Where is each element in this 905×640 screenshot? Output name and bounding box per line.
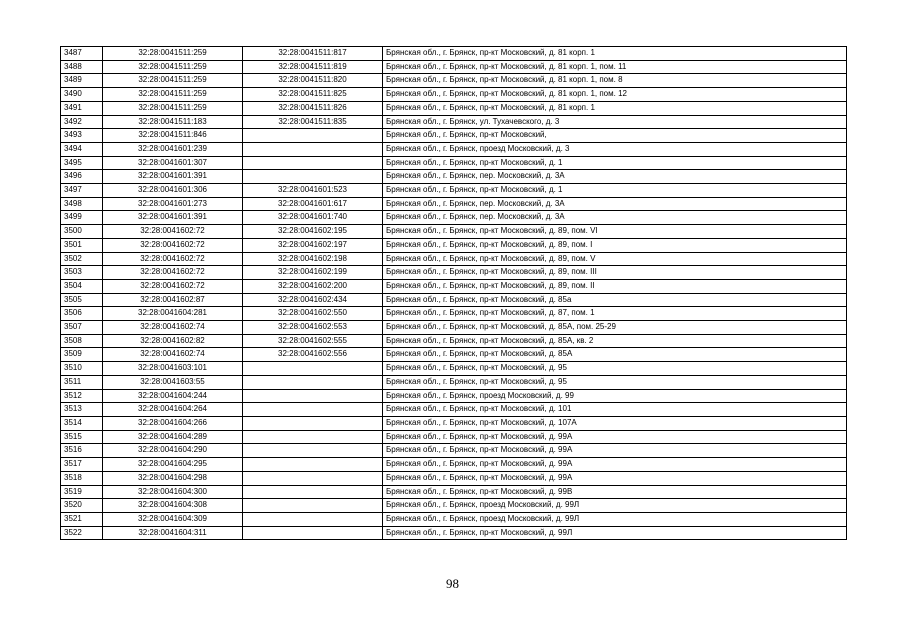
row-number-cell: 3492	[61, 115, 103, 129]
object-number-cell	[243, 526, 383, 540]
object-number-cell	[243, 458, 383, 472]
cadastral-number-cell: 32:28:0041511:183	[103, 115, 243, 129]
row-number-cell: 3512	[61, 389, 103, 403]
table-row	[61, 225, 847, 239]
cadastral-number-cell: 32:28:0041601:273	[103, 197, 243, 211]
object-number-cell: 32:28:0041511:835	[243, 115, 383, 129]
table-row	[61, 293, 847, 307]
object-number-cell	[243, 129, 383, 143]
address-cell: Брянская обл., г. Брянск, пр-кт Московский, д. 81 корп. 1, пом. 12	[383, 88, 847, 102]
object-number-cell: 32:28:0041511:819	[243, 60, 383, 74]
row-number-cell: 3507	[61, 321, 103, 335]
table-row	[61, 362, 847, 376]
object-number-cell: 32:28:0041602:555	[243, 334, 383, 348]
object-number-cell	[243, 499, 383, 513]
object-number-cell: 32:28:0041602:200	[243, 279, 383, 293]
row-number-cell: 3487	[61, 47, 103, 61]
table-row	[61, 74, 847, 88]
cadastral-number-cell: 32:28:0041602:72	[103, 266, 243, 280]
registry-table	[60, 46, 847, 540]
object-number-cell	[243, 444, 383, 458]
cadastral-number-cell: 32:28:0041511:259	[103, 74, 243, 88]
address-cell: Брянская обл., г. Брянск, пр-кт Московский, д. 81 корп. 1, пом. 11	[383, 60, 847, 74]
object-number-cell: 32:28:0041511:820	[243, 74, 383, 88]
address-cell: Брянская обл., г. Брянск, пр-кт Московский, д. 85а	[383, 293, 847, 307]
table-row	[61, 88, 847, 102]
cadastral-number-cell: 32:28:0041601:391	[103, 170, 243, 184]
object-number-cell: 32:28:0041602:550	[243, 307, 383, 321]
row-number-cell: 3516	[61, 444, 103, 458]
table-row	[61, 321, 847, 335]
object-number-cell: 32:28:0041602:197	[243, 238, 383, 252]
cadastral-number-cell: 32:28:0041603:101	[103, 362, 243, 376]
cadastral-number-cell: 32:28:0041604:244	[103, 389, 243, 403]
cadastral-number-cell: 32:28:0041601:307	[103, 156, 243, 170]
table-row	[61, 389, 847, 403]
object-number-cell	[243, 403, 383, 417]
table-row	[61, 156, 847, 170]
cadastral-number-cell: 32:28:0041511:259	[103, 60, 243, 74]
object-number-cell	[243, 430, 383, 444]
row-number-cell: 3522	[61, 526, 103, 540]
row-number-cell: 3517	[61, 458, 103, 472]
cadastral-number-cell: 32:28:0041511:259	[103, 88, 243, 102]
row-number-cell: 3509	[61, 348, 103, 362]
object-number-cell	[243, 375, 383, 389]
row-number-cell: 3519	[61, 485, 103, 499]
object-number-cell: 32:28:0041602:199	[243, 266, 383, 280]
address-cell: Брянская обл., г. Брянск, проезд Московский, д. 99Л	[383, 499, 847, 513]
table-row	[61, 279, 847, 293]
object-number-cell	[243, 512, 383, 526]
table-row	[61, 129, 847, 143]
row-number-cell: 3506	[61, 307, 103, 321]
cadastral-number-cell: 32:28:0041601:306	[103, 184, 243, 198]
cadastral-number-cell: 32:28:0041604:289	[103, 430, 243, 444]
address-cell: Брянская обл., г. Брянск, проезд Московский, д. 3	[383, 142, 847, 156]
cadastral-number-cell: 32:28:0041602:74	[103, 348, 243, 362]
object-number-cell	[243, 416, 383, 430]
row-number-cell: 3500	[61, 225, 103, 239]
address-cell: Брянская обл., г. Брянск, пр-кт Московский, д. 99А	[383, 471, 847, 485]
cadastral-number-cell: 32:28:0041604:290	[103, 444, 243, 458]
object-number-cell: 32:28:0041601:740	[243, 211, 383, 225]
row-number-cell: 3489	[61, 74, 103, 88]
address-cell: Брянская обл., г. Брянск, пер. Московский, д. 3А	[383, 170, 847, 184]
address-cell: Брянская обл., г. Брянск, пр-кт Московский, д. 99А	[383, 458, 847, 472]
cadastral-number-cell: 32:28:0041604:295	[103, 458, 243, 472]
table-row	[61, 252, 847, 266]
address-cell: Брянская обл., г. Брянск, пр-кт Московский, д. 1	[383, 184, 847, 198]
cadastral-number-cell: 32:28:0041604:309	[103, 512, 243, 526]
registry-table-body	[61, 47, 847, 540]
address-cell: Брянская обл., г. Брянск, пр-кт Московский, д. 95	[383, 362, 847, 376]
row-number-cell: 3508	[61, 334, 103, 348]
cadastral-number-cell: 32:28:0041604:311	[103, 526, 243, 540]
cadastral-number-cell: 32:28:0041602:72	[103, 238, 243, 252]
object-number-cell: 32:28:0041602:434	[243, 293, 383, 307]
address-cell: Брянская обл., г. Брянск, пр-кт Московский, д. 81 корп. 1	[383, 47, 847, 61]
table-row	[61, 430, 847, 444]
object-number-cell: 32:28:0041511:826	[243, 101, 383, 115]
table-row	[61, 307, 847, 321]
table-row	[61, 115, 847, 129]
address-cell: Брянская обл., г. Брянск, пр-кт Московский, д. 89, пом. II	[383, 279, 847, 293]
cadastral-number-cell: 32:28:0041511:846	[103, 129, 243, 143]
cadastral-number-cell: 32:28:0041602:72	[103, 252, 243, 266]
row-number-cell: 3521	[61, 512, 103, 526]
cadastral-number-cell: 32:28:0041604:266	[103, 416, 243, 430]
cadastral-number-cell: 32:28:0041604:298	[103, 471, 243, 485]
address-cell: Брянская обл., г. Брянск, пр-кт Московский, д. 85А, кв. 2	[383, 334, 847, 348]
object-number-cell: 32:28:0041601:617	[243, 197, 383, 211]
table-row	[61, 471, 847, 485]
cadastral-number-cell: 32:28:0041511:259	[103, 47, 243, 61]
object-number-cell: 32:28:0041511:817	[243, 47, 383, 61]
table-row	[61, 266, 847, 280]
row-number-cell: 3503	[61, 266, 103, 280]
object-number-cell	[243, 389, 383, 403]
address-cell: Брянская обл., г. Брянск, пр-кт Московский, д. 99А	[383, 444, 847, 458]
row-number-cell: 3494	[61, 142, 103, 156]
row-number-cell: 3495	[61, 156, 103, 170]
table-row	[61, 526, 847, 540]
row-number-cell: 3491	[61, 101, 103, 115]
address-cell: Брянская обл., г. Брянск, пр-кт Московский, д. 107А	[383, 416, 847, 430]
cadastral-number-cell: 32:28:0041511:259	[103, 101, 243, 115]
cadastral-number-cell: 32:28:0041604:264	[103, 403, 243, 417]
table-row	[61, 142, 847, 156]
cadastral-number-cell: 32:28:0041603:55	[103, 375, 243, 389]
object-number-cell	[243, 362, 383, 376]
table-row	[61, 238, 847, 252]
cadastral-number-cell: 32:28:0041604:300	[103, 485, 243, 499]
address-cell: Брянская обл., г. Брянск, пр-кт Московский, д. 81 корп. 1	[383, 101, 847, 115]
object-number-cell	[243, 142, 383, 156]
row-number-cell: 3501	[61, 238, 103, 252]
address-cell: Брянская обл., г. Брянск, пер. Московский, д. 3А	[383, 211, 847, 225]
table-row	[61, 170, 847, 184]
address-cell: Брянская обл., г. Брянск, пер. Московский, д. 3А	[383, 197, 847, 211]
address-cell: Брянская обл., г. Брянск, проезд Московский, д. 99Л	[383, 512, 847, 526]
object-number-cell: 32:28:0041602:553	[243, 321, 383, 335]
address-cell: Брянская обл., г. Брянск, пр-кт Московский, д. 101	[383, 403, 847, 417]
row-number-cell: 3497	[61, 184, 103, 198]
cadastral-number-cell: 32:28:0041602:72	[103, 225, 243, 239]
object-number-cell	[243, 485, 383, 499]
table-row	[61, 197, 847, 211]
cadastral-number-cell: 32:28:0041604:281	[103, 307, 243, 321]
cadastral-number-cell: 32:28:0041604:308	[103, 499, 243, 513]
cadastral-number-cell: 32:28:0041602:87	[103, 293, 243, 307]
table-row	[61, 485, 847, 499]
row-number-cell: 3513	[61, 403, 103, 417]
cadastral-number-cell: 32:28:0041602:72	[103, 279, 243, 293]
object-number-cell: 32:28:0041511:825	[243, 88, 383, 102]
address-cell: Брянская обл., г. Брянск, пр-кт Московский, д. 99Л	[383, 526, 847, 540]
row-number-cell: 3493	[61, 129, 103, 143]
table-row	[61, 444, 847, 458]
address-cell: Брянская обл., г. Брянск, пр-кт Московский, д. 89, пом. VI	[383, 225, 847, 239]
row-number-cell: 3514	[61, 416, 103, 430]
object-number-cell	[243, 156, 383, 170]
table-row	[61, 375, 847, 389]
row-number-cell: 3490	[61, 88, 103, 102]
address-cell: Брянская обл., г. Брянск, пр-кт Московский, д. 95	[383, 375, 847, 389]
table-row	[61, 458, 847, 472]
object-number-cell: 32:28:0041602:198	[243, 252, 383, 266]
object-number-cell: 32:28:0041601:523	[243, 184, 383, 198]
address-cell: Брянская обл., г. Брянск, пр-кт Московский, д. 99В	[383, 485, 847, 499]
row-number-cell: 3504	[61, 279, 103, 293]
cadastral-number-cell: 32:28:0041601:239	[103, 142, 243, 156]
table-row	[61, 348, 847, 362]
address-cell: Брянская обл., г. Брянск, пр-кт Московский,	[383, 129, 847, 143]
table-row	[61, 499, 847, 513]
row-number-cell: 3502	[61, 252, 103, 266]
row-number-cell: 3496	[61, 170, 103, 184]
row-number-cell: 3488	[61, 60, 103, 74]
object-number-cell: 32:28:0041602:556	[243, 348, 383, 362]
cadastral-number-cell: 32:28:0041601:391	[103, 211, 243, 225]
address-cell: Брянская обл., г. Брянск, пр-кт Московский, д. 89, пом. III	[383, 266, 847, 280]
address-cell: Брянская обл., г. Брянск, проезд Московский, д. 99	[383, 389, 847, 403]
object-number-cell: 32:28:0041602:195	[243, 225, 383, 239]
row-number-cell: 3499	[61, 211, 103, 225]
table-row	[61, 334, 847, 348]
row-number-cell: 3515	[61, 430, 103, 444]
row-number-cell: 3511	[61, 375, 103, 389]
table-row	[61, 512, 847, 526]
row-number-cell: 3518	[61, 471, 103, 485]
table-row	[61, 101, 847, 115]
address-cell: Брянская обл., г. Брянск, пр-кт Московский, д. 1	[383, 156, 847, 170]
table-row	[61, 60, 847, 74]
address-cell: Брянская обл., г. Брянск, пр-кт Московский, д. 85А	[383, 348, 847, 362]
table-row	[61, 403, 847, 417]
row-number-cell: 3510	[61, 362, 103, 376]
address-cell: Брянская обл., г. Брянск, ул. Тухачевского, д. 3	[383, 115, 847, 129]
table-row	[61, 211, 847, 225]
address-cell: Брянская обл., г. Брянск, пр-кт Московский, д. 89, пом. V	[383, 252, 847, 266]
address-cell: Брянская обл., г. Брянск, пр-кт Московский, д. 89, пом. I	[383, 238, 847, 252]
object-number-cell	[243, 170, 383, 184]
row-number-cell: 3520	[61, 499, 103, 513]
address-cell: Брянская обл., г. Брянск, пр-кт Московский, д. 85А, пом. 25-29	[383, 321, 847, 335]
address-cell: Брянская обл., г. Брянск, пр-кт Московский, д. 99А	[383, 430, 847, 444]
object-number-cell	[243, 471, 383, 485]
row-number-cell: 3505	[61, 293, 103, 307]
table-row	[61, 47, 847, 61]
address-cell: Брянская обл., г. Брянск, пр-кт Московский, д. 81 корп. 1, пом. 8	[383, 74, 847, 88]
cadastral-number-cell: 32:28:0041602:74	[103, 321, 243, 335]
page-number: 98	[446, 576, 459, 591]
cadastral-number-cell: 32:28:0041602:82	[103, 334, 243, 348]
table-row	[61, 184, 847, 198]
address-cell: Брянская обл., г. Брянск, пр-кт Московский, д. 87, пом. 1	[383, 307, 847, 321]
table-row	[61, 416, 847, 430]
row-number-cell: 3498	[61, 197, 103, 211]
